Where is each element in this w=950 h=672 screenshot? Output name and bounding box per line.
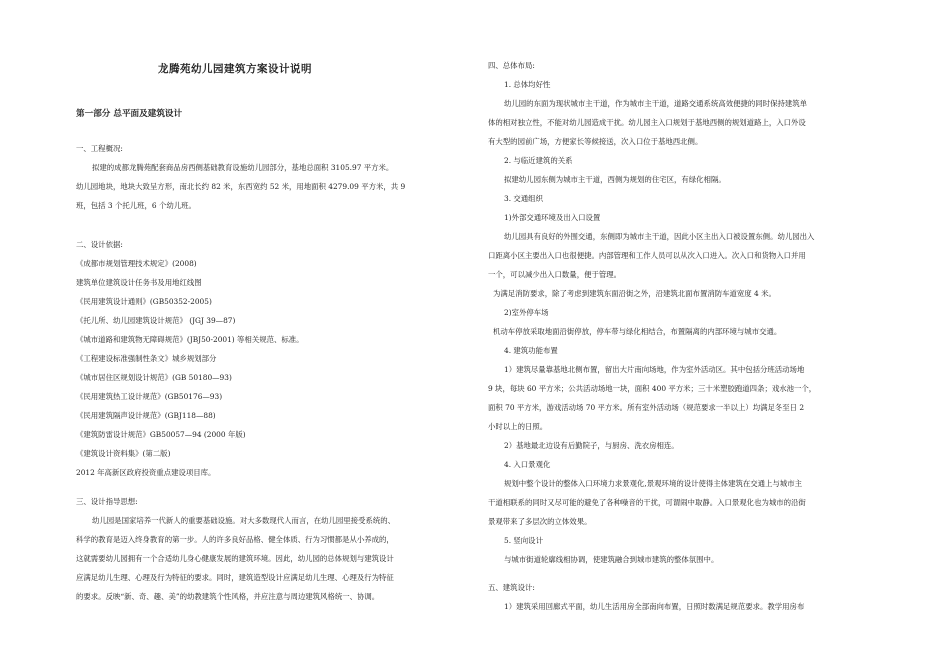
- paragraph-line: 面积 70 平方米，游戏活动场 70 平方米。所有室外活动场（规范要求一半以上）均满足冬至日 2: [488, 403, 805, 412]
- list-item: 《托儿所、幼儿园建筑设计规范》 (JGJ 39—87): [76, 316, 236, 325]
- list-item: 《民用建筑设计通则》(GB50352-2005): [76, 297, 212, 306]
- paragraph-line: 体的相对独立性，不能对幼儿园造成干扰。幼儿园主入口规划于基地西侧的规划道路上，入口外设: [488, 118, 806, 127]
- list-item: 《民用建筑热工设计规范》(GB50176—93): [76, 392, 223, 401]
- list-item: 《工程建设标准强制性条文》城乡规划部分: [76, 354, 217, 363]
- paragraph-line: 为满足消防要求，除了考虑到建筑东面沿街之外，沿建筑北面布置消防车道宽度 4 米。: [493, 289, 776, 298]
- subsection-title: 4. 建筑功能布置: [504, 346, 558, 355]
- part-one-title: 第一部分 总平面及建筑设计: [76, 109, 183, 119]
- section-heading: 三、设计指导思想:: [76, 497, 138, 506]
- subsection-title: 5. 竖向设计: [504, 536, 543, 545]
- paragraph-line: 规划中整个设计的整体入口环境力求景观化,景观环境的设计使得主体建筑在交通上与城市主: [504, 479, 802, 488]
- paragraph-line: 幼儿园的东面为现状城市主干道，作为城市主干道，道路交通系统高效便捷的同时保持建筑单: [504, 99, 808, 108]
- list-item: 《建筑防雷设计规范》GB50057—94 (2000 年版): [76, 430, 246, 439]
- paragraph-line: 有大型的园前广场，方便家长等候接送，次入口位于基地西北侧。: [488, 137, 703, 146]
- list-item: 《城市居住区规划设计规范》(GB 50180—93): [76, 373, 232, 382]
- paragraph-line: 幼儿园是国家培养一代新人的重要基础设施。对大多数现代人而言，在幼儿园里接受系统的、: [92, 516, 396, 525]
- list-item: 《建筑设计资料集》(第二版): [76, 449, 171, 458]
- paragraph-line: 小时以上的日照。: [488, 422, 548, 431]
- list-item: 2012 年高新区政府投资重点建设项目库。: [76, 468, 216, 477]
- paragraph-line: 拟建幼儿园东侧为城市主干道，西侧为规划的住宅区，有绿化相隔。: [504, 175, 726, 184]
- section-heading: 二、设计依据:: [76, 240, 123, 249]
- section-overall-layout: [488, 56, 816, 569]
- paragraph-line: 2）基地最北边设有后勤院子，与厨房、洗衣房相连。: [504, 441, 679, 450]
- paragraph-line: 幼儿园具有良好的外围交通，东侧即为城市主干道，因此小区主出入口被设置东侧。幼儿园出入: [504, 232, 815, 241]
- paragraph-line: 9 块，每块 60 平方米；公共活动场地一块，面积 400 平方米；三十米塑胶跑道四条；戏水池一个，: [488, 384, 817, 393]
- paragraph-line: 干道相联系的同时又尽可能的避免了各种噪音的干扰，可谓闹中取静。入口景观化也为城市的沿街: [488, 498, 806, 507]
- section-project-overview: [76, 139, 405, 215]
- paragraph-line: 班，包括 3 个托儿班，6 个幼儿班。: [76, 201, 196, 210]
- paragraph-line: 幼儿园地块，地块大致呈方形，南北长约 82 米，东西宽约 52 米，用地面积 4279.09 平方米，共 9: [76, 182, 406, 191]
- subsection-title: 3. 交通组织: [504, 194, 543, 203]
- right-page: [475, 0, 950, 672]
- paragraph-line: 1）建筑采用回廊式平面，幼儿生活用房全部南向布置，日照时数满足规范要求。教学用房布: [504, 602, 805, 611]
- list-item: 《民用建筑隔声设计规范》(GBJ118—88): [76, 411, 216, 420]
- list-item: 《成都市规划管理技术规定》(2008): [76, 259, 197, 268]
- paragraph-line: 一个，可以减少出入口数量，便于管理。: [488, 270, 622, 279]
- subsection-title: 2. 与临近建筑的关系: [504, 156, 573, 165]
- subsection-title: 4. 入口景观化: [504, 460, 551, 469]
- paragraph-line: 的要求。反映“新、奇、趣、美”的幼教建筑个性风格，并应注意与周边建筑风格统一、协调。: [76, 592, 380, 601]
- list-item: 建筑单位建筑设计任务书及用地红线图: [76, 278, 202, 287]
- paragraph-line: 与城市街道轮廓线相协调，使建筑融合到城市建筑的整体氛围中。: [504, 555, 719, 564]
- paragraph-line: 口距离小区主要出入口也很便捷。内部管理和工作人员可以从次入口进入。次入口和货物入口并用: [488, 251, 806, 260]
- subsection-title: 1. 总体均好性: [504, 80, 551, 89]
- section-heading: 五、建筑设计:: [488, 583, 535, 592]
- paragraph-line: 拟建的成都龙腾苑配套商品房西侧基础教育设施幼儿园部分，基地总面积 3105.97 平方米。: [92, 163, 394, 172]
- section-design-philosophy: [76, 492, 395, 606]
- paragraph-line: 科学的教育是迈入终身教育的第一步。人的许多良好品格、健全体质、行为习惯都是从小养成的，: [76, 535, 394, 544]
- paragraph-line: 景观带来了多层次的立体效果。: [488, 517, 592, 526]
- subsection-title: 2)室外停车场: [504, 308, 549, 317]
- subsection-title: 1)外部交通环境及出入口设置: [504, 213, 601, 222]
- list-item: 《城市道路和建筑物无障碍规范》(JBJ50-2001) 等相关规范、标准。: [76, 335, 304, 344]
- section-architectural-design: [488, 578, 804, 616]
- section-heading: 四、总体布局:: [488, 61, 535, 70]
- section-design-basis: [76, 235, 304, 482]
- paragraph-line: 1）建筑尽量靠基地北侧布置，留出大片南向场地，作为室外活动区。其中包括分班活动场地: [504, 365, 805, 374]
- paragraph-line: 这就需要幼儿园拥有一个合适幼儿身心健康发展的建筑环境。因此，幼儿园的总体规划与建筑设计: [76, 554, 394, 563]
- document-title: 龙腾苑幼儿园建筑方案设计说明: [158, 63, 312, 75]
- paragraph-line: 机动车停放采取地面沿街停放，停车带与绿化相结合，布置隔离的内部环境与城市交通。: [493, 327, 782, 336]
- paragraph-line: 应满足幼儿生理、心理及行为特征的要求。同时，建筑造型设计应满足幼儿生理、心理及行为特征: [76, 573, 394, 582]
- section-heading: 一、工程概况:: [76, 144, 123, 153]
